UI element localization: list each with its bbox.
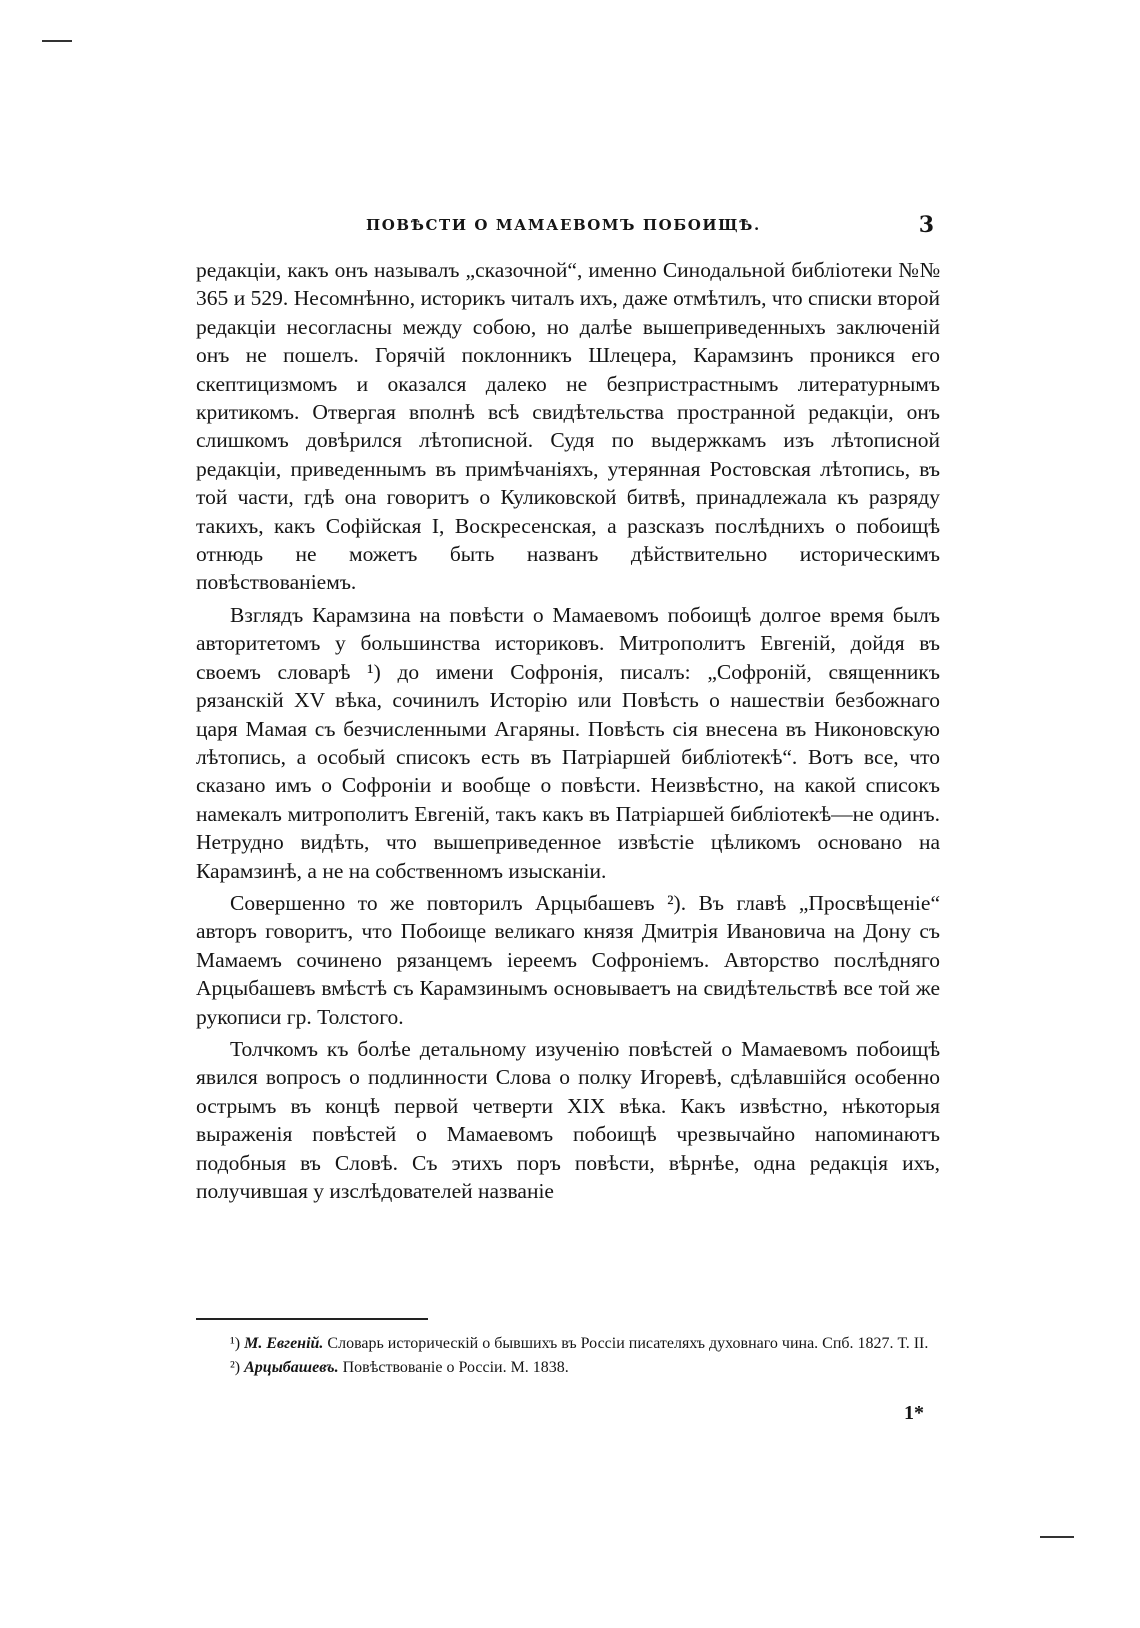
footnote-text: Словарь историческій о бывшихъ въ Россіи писателяхъ духовнаго чина. Спб. 1827. Т. II. bbox=[327, 1335, 929, 1352]
page-number: 3 bbox=[918, 212, 934, 238]
footnote-author: Арцыбашевъ. bbox=[244, 1359, 339, 1376]
paragraph: Совершенно то же повторилъ Арцыбашевъ ²). Въ главѣ „Просвѣщеніе“ авторъ говоритъ, что Побоище великаго князя Дмитрія Ивановича на Дону съ Мамаемъ сочинено рязанцемъ іереемъ Софроніемъ. Авторство послѣдняго Арцыбашевъ вмѣстѣ съ Карамзинымъ основываетъ на свидѣтельствѣ все той же рукописи гр. Толстого. bbox=[196, 890, 940, 1029]
running-head bbox=[196, 212, 940, 242]
scan-edge-mark bbox=[1040, 1536, 1074, 1538]
footnote-author: М. Евгеній. bbox=[244, 1335, 324, 1352]
footnote-text: Повѣствованіе о Россіи. М. 1838. bbox=[342, 1359, 569, 1376]
footnotes bbox=[196, 1332, 940, 1380]
footnote bbox=[196, 1332, 940, 1356]
paragraph: редакціи, какъ онъ называлъ „сказочной“, именно Синодальной библіотеки №№ 365 и 529. Несомнѣнно, историкъ читалъ ихъ, даже отмѣтилъ, что списки второй редакціи несогласны между собою, но далѣе вышеприведенныхъ заключеній онъ не пошелъ. Горячій поклонникъ Шлецера, Карамзинъ проникся его скептицизмомъ и оказался далеко не безпристрастнымъ литературнымъ критикомъ. Отвергая вполнѣ всѣ свидѣтельства пространной редакціи, онъ слишкомъ довѣрился лѣтописной. Судя по выдержкамъ изъ лѣтописной редакціи, приведеннымъ въ примѣчаніяхъ, утерянная Ростовская лѣтопись, въ той части, гдѣ она говоритъ о Куликовской битвѣ, принадлежала къ разряду такихъ, какъ Софійская I, Воскресенская, а разсказъ послѣднихъ о побоищѣ отнюдь не можетъ быть названъ дѣйствительно историческимъ повѣствованіемъ. bbox=[196, 258, 940, 595]
footnote-mark: ²) bbox=[230, 1359, 241, 1376]
paragraph: Толчкомъ къ болѣе детальному изученію повѣстей о Мамаевомъ побоищѣ явился вопросъ о подлинности Слова о полку Игоревѣ, сдѣлавшійся особенно острымъ въ концѣ первой четверти XIX вѣка. Какъ извѣстно, нѣкоторыя выраженія повѣстей о Мамаевомъ побоищѣ чрезвычайно напоминаютъ подобныя въ Словѣ. Съ этихъ поръ повѣсти, вѣрнѣе, одна редакція ихъ, получившая у изслѣдователей названіе bbox=[196, 1036, 940, 1203]
body-text bbox=[196, 256, 940, 1205]
footnote-mark: ¹) bbox=[230, 1335, 241, 1352]
footnote-rule bbox=[196, 1318, 428, 1320]
signature-mark: 1* bbox=[904, 1402, 924, 1424]
running-title: ПОВѢСТИ О МАМАЕВОМЪ ПОБОИЩѢ. bbox=[366, 216, 761, 234]
paragraph: Взглядъ Карамзина на повѣсти о Мамаевомъ побоищѣ долгое время былъ авторитетомъ у большинства историковъ. Митрополитъ Евгеній, дойдя въ своемъ словарѣ ¹) до имени Софронія, писалъ: „Софроній, священникъ рязанскій XV вѣка, сочинилъ Исторію или Повѣсть о нашествіи безбожнаго царя Мамая съ безчисленными Агаряны. Повѣсть сія внесена въ Никоновскую лѣтопись, а особый списокъ есть въ Патріаршей библіотекѣ“. Вотъ все, что сказано имъ о Софроніи и вообще о повѣсти. Неизвѣстно, на какой списокъ намекалъ митрополитъ Евгеній, такъ какъ въ Патріаршей библіотекѣ—не одинъ. Нетрудно видѣть, что вышеприведенное извѣстіе цѣликомъ основано на Карамзинѣ, а не на собственномъ изысканіи. bbox=[196, 602, 940, 883]
scan-edge-mark bbox=[42, 40, 72, 42]
footnote bbox=[196, 1356, 940, 1380]
